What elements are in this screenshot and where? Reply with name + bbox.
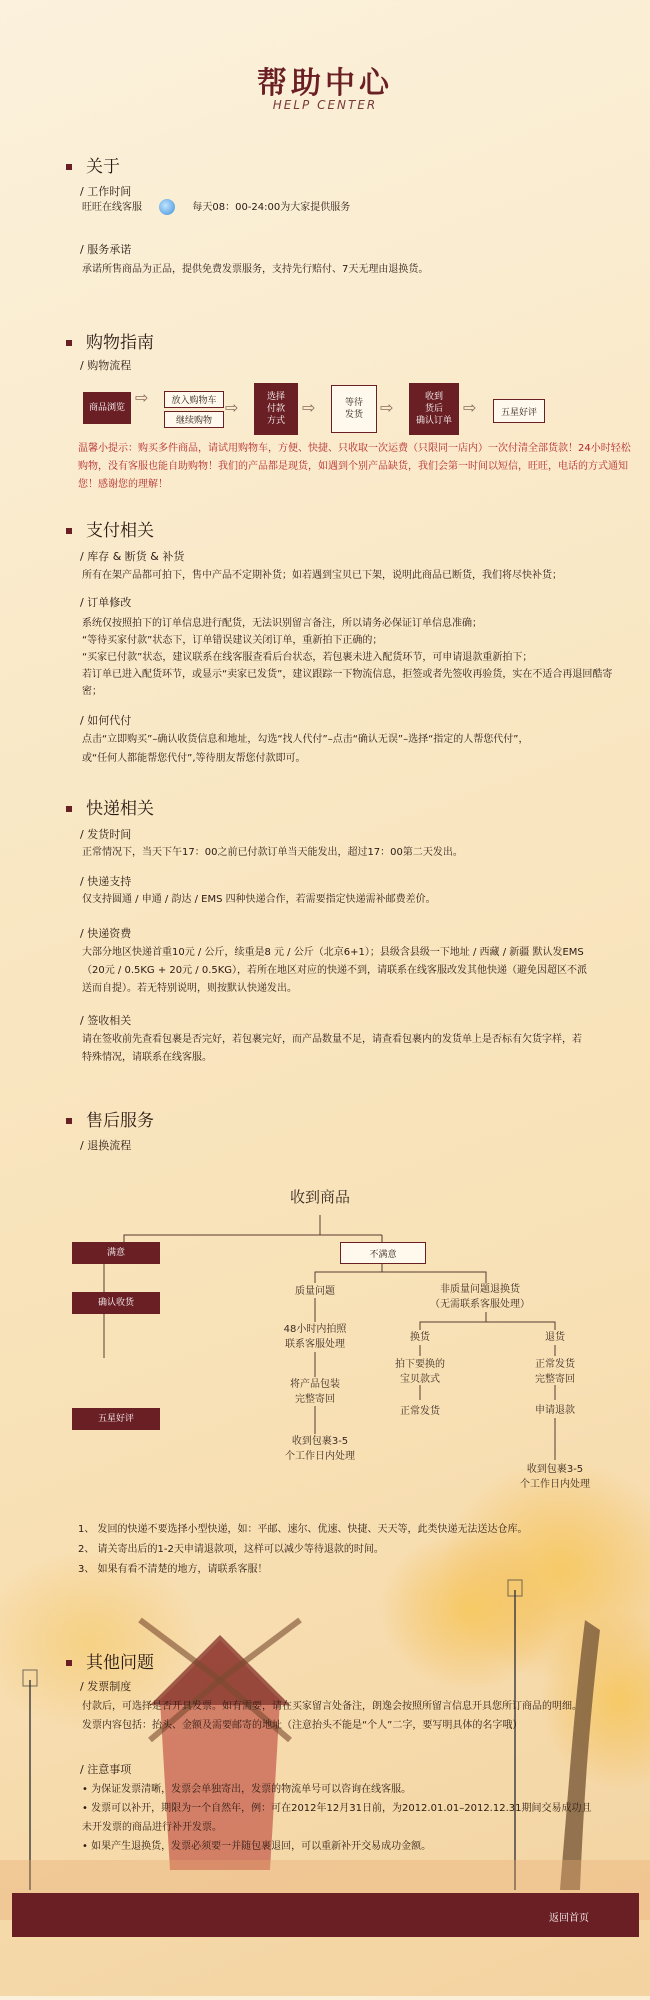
received-goods-node: 收到商品 — [289, 1188, 350, 1206]
page-title: 帮助中心 — [257, 66, 393, 101]
flow-add-cart: 放入购物车 — [164, 391, 224, 408]
order-text: 系统仅按照拍下的订单信息进行配货，无法识别留言备注，所以请务必保证订单信息准确； “等待买家付款”状态下，订单错误建议关闭订单，重新拍下正确的； “买家已付款”状态，建议联系在线客服查看后台状态，若包裹未进入配货环节，可申请退款重新拍下； 若订单已进入配货环节，或显示“卖家已发货”，建议跟踪一下物流信息，拒签或者先签收再验货，实在不适合再退回酷寄密； — [82, 618, 613, 697]
normal-ship-node: 正常发货 — [400, 1406, 440, 1417]
service-hours-text: 每天08：00-24:00为大家提供服务 — [192, 202, 351, 213]
aftersale-notes: 1、 发回的快递不要选择小型快递，如：平邮、速尔、优速、快捷、天天等，此类快递无法送达仓库。 2、 请关寄出后的1-2天申请退款项，这样可以减少等待退款的时间。 3、 如果有看不清楚的地方，请联系客服！ — [78, 1524, 528, 1575]
flow-rate: 五星好评 — [493, 399, 545, 423]
footer-bar — [12, 1893, 639, 1937]
arrow-right-icon: ⇨ — [225, 398, 239, 417]
notice-text: • 为保证发票清晰，发票会单独寄出，发票的物流单号可以咨询在线客服。 • 发票可以补开，期限为一个自然年，例：可在2012年12月31日前，为2012.01.01–2012.12.31期间交易成功且 未开发票的商品进行补开发票。 • 如果产生退换货，发票必须要一并随包裹退回，可以重新补开交易成功金额。 — [82, 1784, 592, 1852]
stock-label: / 库存 & 断货 & 补货 — [80, 550, 185, 563]
wangwang-chat-icon[interactable] — [159, 199, 175, 215]
arrow-right-icon: ⇨ — [463, 398, 477, 417]
process-3-5-days-node-2: 收到包裹3-5 个工作日内处理 — [520, 1464, 590, 1490]
invoice-label: / 发票制度 — [80, 1680, 132, 1693]
return-flow-label: / 退换流程 — [80, 1139, 132, 1152]
flow-label: / 购物流程 — [80, 359, 132, 372]
square-bullet-icon — [66, 1660, 72, 1666]
place-new-order-node: 拍下要换的 宝贝款式 — [395, 1359, 445, 1385]
sign-text: 请在签收前先查看包裹是否完好，若包裹完好，而产品数量不足，请查看包裹内的发货单上是否标有欠货字样，若 特殊情况，请联系在线客服。 — [82, 1034, 582, 1063]
refund-node: 退货 — [545, 1332, 565, 1343]
square-bullet-icon — [66, 528, 72, 534]
quality-issue-node: 质量问题 — [295, 1286, 335, 1297]
work-time-label: / 工作时间 — [80, 185, 132, 198]
agent-pay-label: / 如何代付 — [80, 714, 132, 727]
five-star-node: 五星好评 — [72, 1408, 160, 1430]
section-about-heading: 关于 — [66, 152, 120, 177]
ship-time-text: 正常情况下，当天下午17：00之前已付款订单当天能发出，超过17：00第二天发出。 — [82, 847, 463, 858]
invoice-text: 付款后，可选择是否开具发票。如有需要，请在买家留言处备注，朗逸会按照所留言信息开具您所订商品的明细。 发票内容包括：抬头、金额及需要邮寄的地址（注意抬头不能是“个人”二字，要写明具体的名字哦） — [82, 1701, 582, 1731]
section-guide-heading: 购物指南 — [66, 328, 154, 353]
flow-receive-confirm: 收到 货后 确认订单 — [409, 383, 459, 435]
arrow-right-icon: ⇨ — [302, 398, 316, 417]
express-fee-text: 大部分地区快递首重10元 / 公斤，续重是8 元 / 公斤（北京6+1）；县级含县级一下地址 / 西藏 / 新疆 默认发EMS （20元 / 0.5KG + 20元 / 0.5KG），若所在地区对应的快递不到，请联系在线客服改发其他快递（避免因超区不派 送而自提）。若无特别说明，则按默认快递发出。 — [82, 947, 588, 994]
guide-tip: 温馨小提示：购买多件商品，请试用购物车，方便、快捷、只收取一次运费（只限同一店内）一次付清全部货款！24小时轻松购物，没有客服也能自助购物！我们的产品都是现货，如遇到个别产品缺货，我们会第一时间以短信，旺旺，电话的方式通知您！感谢您的理解！ — [78, 443, 631, 490]
express-support-label: / 快递支持 — [80, 875, 132, 888]
section-express-heading: 快递相关 — [66, 794, 154, 819]
stock-text: 所有在架产品都可拍下，售中产品不定期补货；如若遇到宝贝已下架，说明此商品已断货，我们将尽快补货； — [82, 570, 562, 581]
sign-label: / 签收相关 — [80, 1014, 132, 1027]
flow-wait-ship: 等待 发货 — [331, 385, 377, 433]
square-bullet-icon — [66, 1118, 72, 1124]
unsatisfied-node: 不满意 — [340, 1242, 426, 1264]
express-support-text: 仅支持圆通 / 申通 / 韵达 / EMS 四种快递合作，若需要指定快递需补邮费差价。 — [82, 894, 436, 905]
arrow-right-icon: ⇨ — [135, 388, 149, 407]
back-home-link[interactable]: 返回首页 — [549, 1913, 589, 1924]
flow-choose-pay: 选择 付款 方式 — [254, 383, 298, 435]
promise-text: 承诺所售商品为正品，提供免费发票服务，支持先行赔付、7天无理由退换货。 — [82, 264, 429, 275]
service-hours-row — [82, 198, 627, 217]
order-label: / 订单修改 — [80, 596, 132, 609]
section-payment-heading: 支付相关 — [66, 516, 154, 541]
square-bullet-icon — [66, 806, 72, 812]
section-other-heading: 其他问题 — [66, 1648, 154, 1673]
service-name: 旺旺在线客服 — [82, 202, 142, 213]
normal-ship-return-node: 正常发货 完整寄回 — [535, 1359, 575, 1385]
pack-return-node: 将产品包装 完整寄回 — [290, 1379, 340, 1405]
ship-time-label: / 发货时间 — [80, 828, 132, 841]
promise-label: / 服务承诺 — [80, 243, 132, 256]
confirm-receipt-node: 确认收货 — [72, 1292, 160, 1314]
process-3-5-days-node: 收到包裹3-5 个工作日内处理 — [285, 1436, 355, 1462]
exchange-node: 换货 — [410, 1332, 430, 1343]
nonquality-node: 非质量问题退换货 （无需联系客服处理） — [430, 1284, 530, 1310]
within48-node: 48小时内拍照 联系客服处理 — [283, 1324, 347, 1350]
apply-refund-node: 申请退款 — [535, 1405, 575, 1416]
square-bullet-icon — [66, 340, 72, 346]
arrow-right-icon: ⇨ — [380, 398, 394, 417]
section-aftersale-heading: 售后服务 — [66, 1106, 154, 1131]
flow-browse: 商品浏览 — [83, 392, 131, 424]
notice-label: / 注意事项 — [80, 1763, 132, 1776]
flow-continue: 继续购物 — [164, 411, 224, 428]
square-bullet-icon — [66, 164, 72, 170]
satisfied-node: 满意 — [72, 1242, 160, 1264]
page-subtitle: HELP CENTER — [272, 98, 378, 112]
express-fee-label: / 快递资费 — [80, 927, 132, 940]
agent-pay-text: 点击“立即购买”–确认收货信息和地址，勾选“找人代付”–点击“确认无误”–选择“指定的人帮您代付”， 或“任何人都能帮您代付”,等待朋友帮您付款即可。 — [82, 734, 529, 764]
